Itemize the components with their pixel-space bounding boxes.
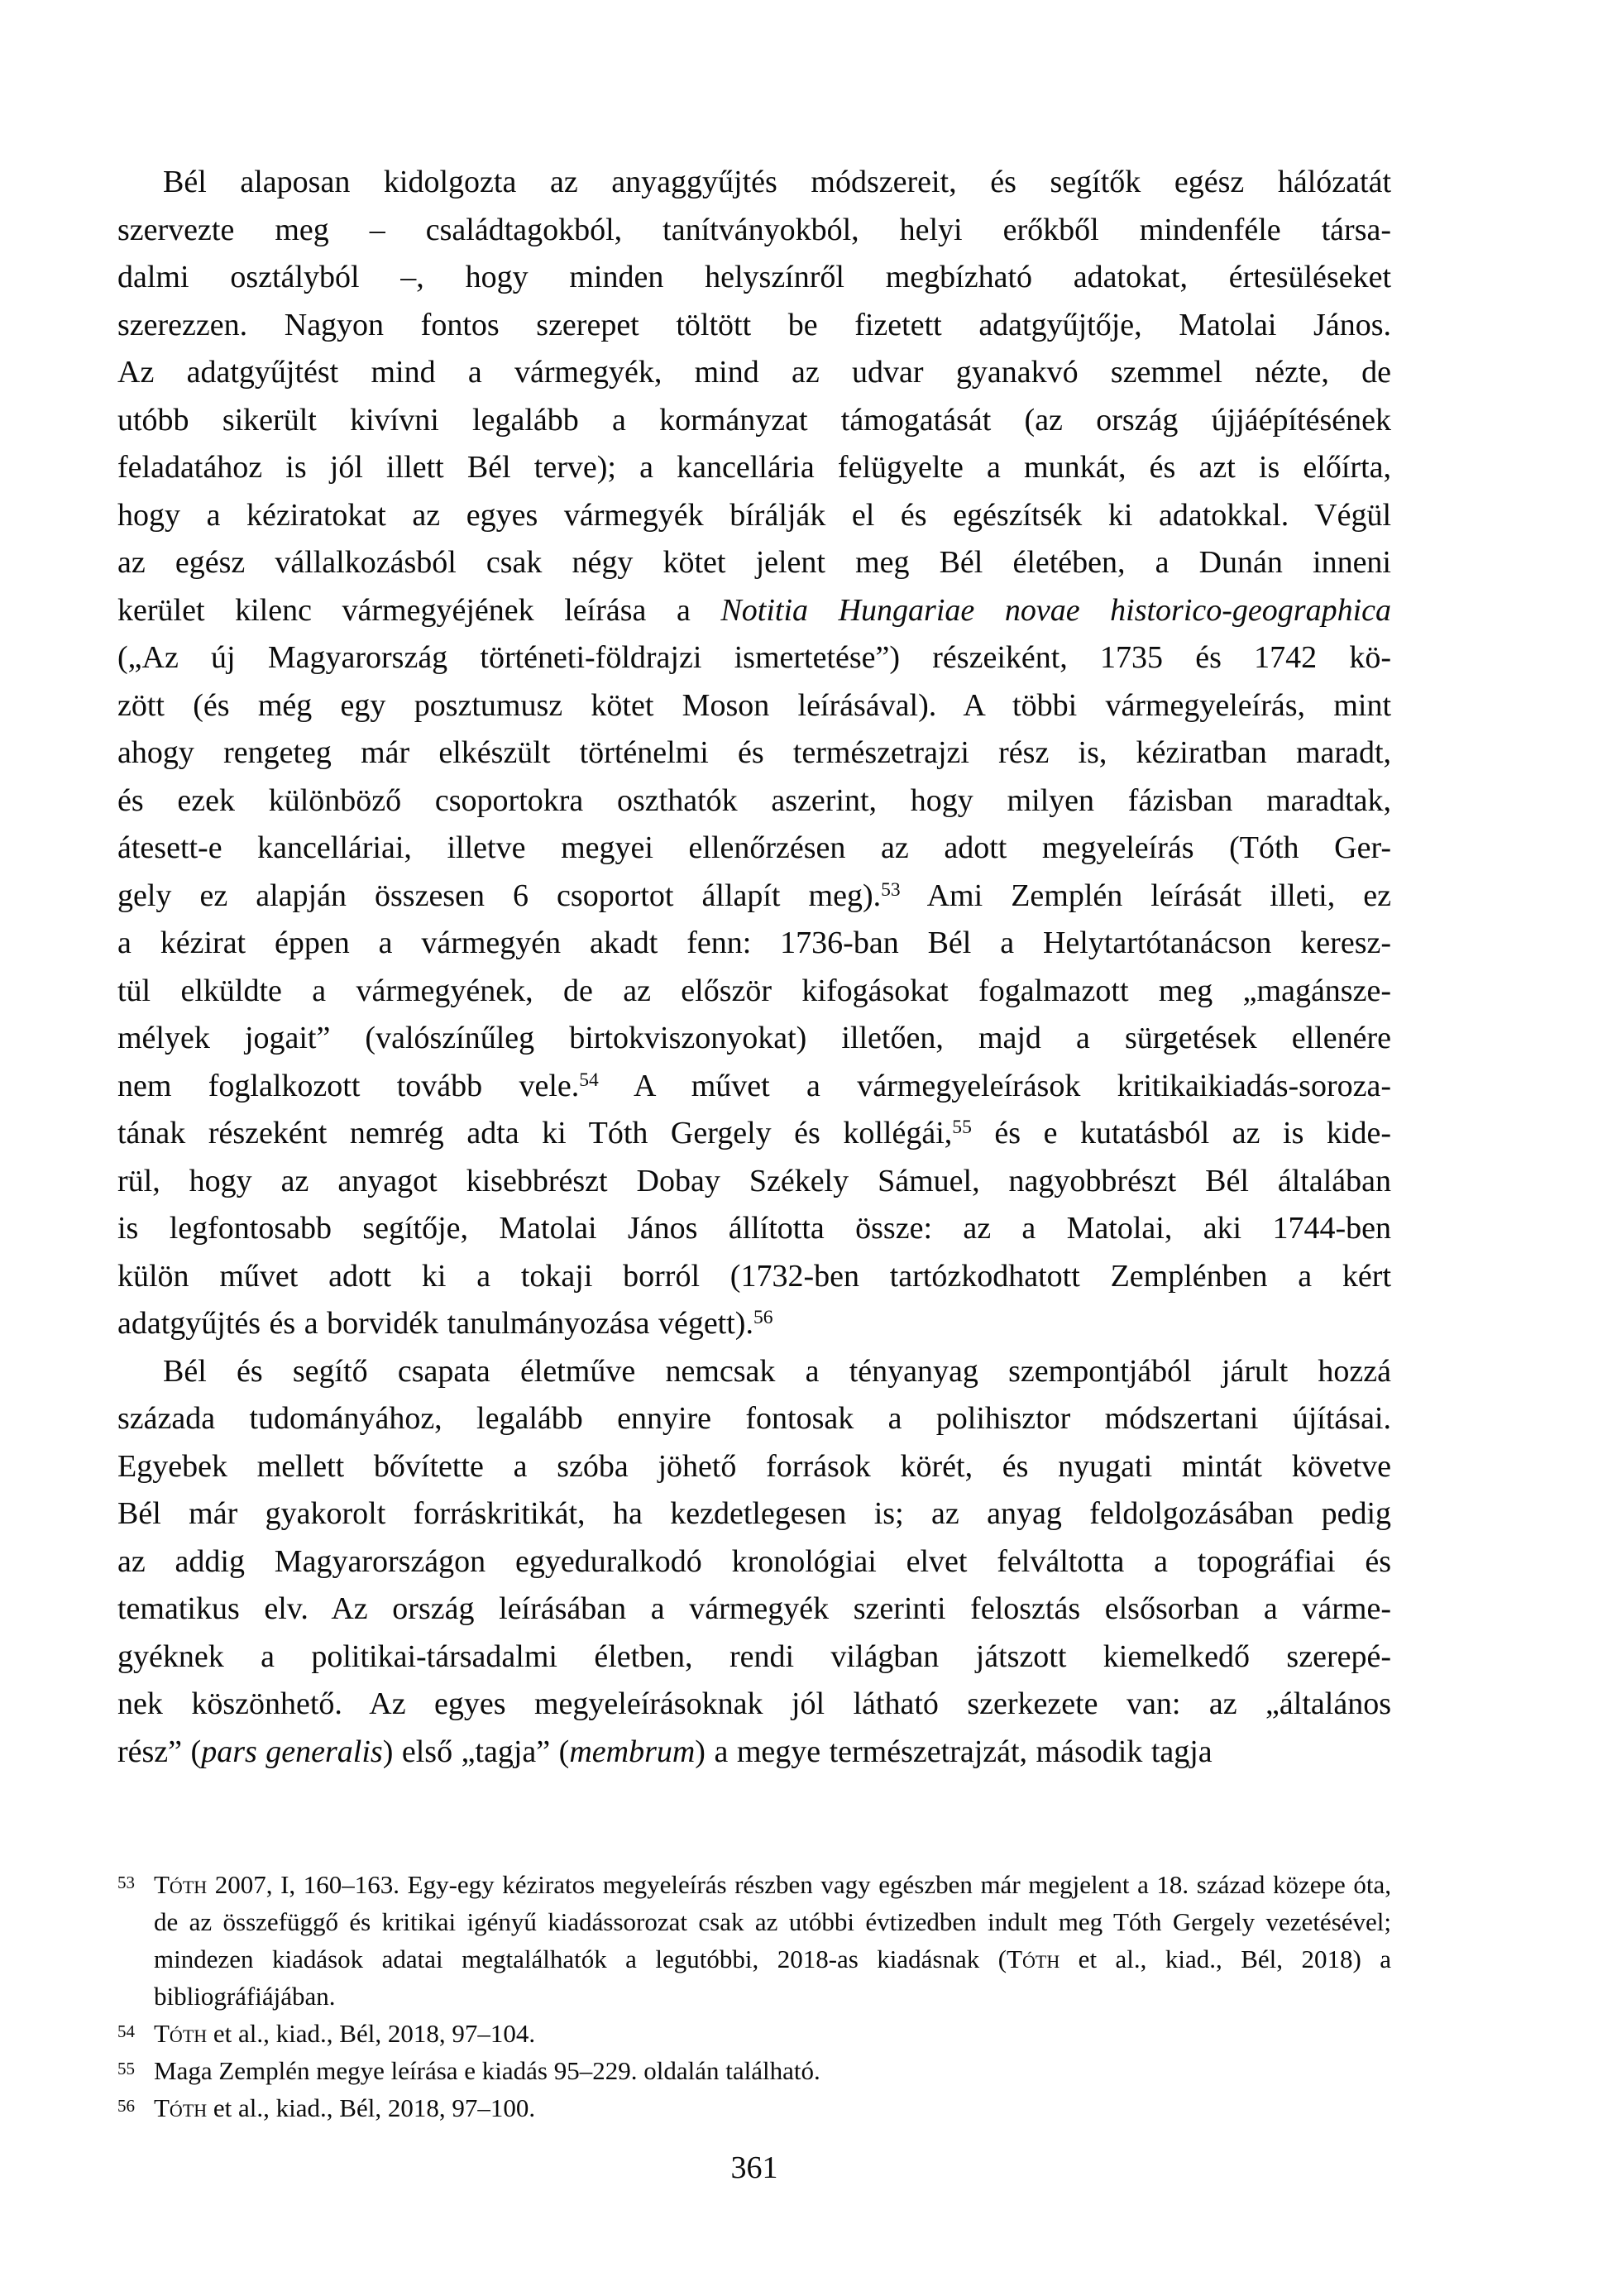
text-segment: is legfontosabb segítője, Matolai János állította össze: az a Matolai, aki 1744-ben [117, 1211, 1391, 1246]
text-segment: Bél alaposan kidolgozta az anyaggyűjtés módszereit, és segítők egész hálózatát [163, 165, 1391, 199]
body-line [117, 1205, 1391, 1253]
text-segment: pars generalis [201, 1734, 383, 1769]
footnote-marker: 55 [117, 2059, 135, 2078]
text-segment: százada tudományához, legalább ennyire fontosak a polihisztor módszertani újításai. [117, 1401, 1391, 1436]
footnote-reference: 53 [881, 878, 901, 901]
footnote-text [154, 2093, 535, 2122]
body-line [117, 825, 1391, 873]
footnote-54 [117, 2015, 1391, 2052]
body-text [117, 159, 1391, 1776]
text-segment: Bél és segítő csapata életműve nemcsak a tényanyag szempontjából járult hozzá [163, 1353, 1391, 1389]
text-segment: Ami Zemplén leírását illeti, ez [900, 878, 1391, 913]
body-line [117, 920, 1391, 968]
text-segment: adatgyűjtés és a borvidék tanulmányozása végett). [117, 1306, 753, 1341]
footnote-reference: 55 [952, 1117, 972, 1139]
text-segment: Tóth [1007, 1944, 1060, 1973]
text-segment: rül, hogy az anyagot kisebbrészt Dobay Székely Sámuel, nagyobbrészt Bél általában [117, 1163, 1391, 1198]
text-segment: tának részeként nemrég adta ki Tóth Gergely és kollégái, [117, 1116, 953, 1150]
body-line [117, 777, 1391, 825]
body-line [117, 302, 1391, 350]
text-segment: gyéknek a politikai-társadalmi életben, rendi világban játszott kiemelkedő szerepé- [117, 1638, 1391, 1674]
body-line [117, 397, 1391, 445]
body-line [117, 1681, 1391, 1729]
text-segment: ) első „tagja” ( [382, 1734, 570, 1769]
body-line [117, 1395, 1391, 1443]
body-line [117, 1729, 1391, 1777]
text-segment: rész” ( [117, 1734, 202, 1769]
text-segment: tül elküldte a vármegyének, de az először kifogásokat fogalmazott meg „magánsze- [117, 973, 1391, 1008]
body-line [117, 254, 1391, 302]
body-line [117, 492, 1391, 540]
text-segment: dalmi osztályból –, hogy minden helyszínről megbízható adatokat, értesüléseket [117, 260, 1391, 294]
footnote-text [154, 2019, 535, 2048]
text-segment: 2007, I, 160–163. Egy-egy kéziratos megyeleírás részben vagy egészben már megjelent a 18. század közepe óta, de az összefüggő és kritikai igényű kiadássorozat csak az utóbbi évtizedben indult meg Tóth Gergely vezetésével; mindezen kiadások adatai megtalálhatók a legutóbbi, 2018-as kiadásnak ( [154, 1870, 1391, 1973]
text-segment: zött (és még egy posztumusz kötet Moson leírásával). A többi vármegyeleírás, mint [117, 687, 1391, 723]
footnotes [117, 1866, 1391, 2126]
text-segment: Tóth [154, 1870, 208, 1899]
body-line [117, 1490, 1391, 1538]
body-line [117, 1538, 1391, 1586]
text-segment: gely ez alapján összesen 6 csoportot állapít meg). [117, 878, 882, 913]
body-line [117, 968, 1391, 1016]
text-segment: membrum [569, 1734, 696, 1769]
text-segment: a kézirat éppen a vármegyén akadt fenn: 1736-ban Bél a Helytartótanácson keresz- [117, 926, 1391, 960]
footnote-marker: 53 [117, 1873, 135, 1892]
footnote-53 [117, 1866, 1391, 2015]
body-line [117, 1443, 1391, 1491]
text-segment: az egész vállalkozásból csak négy kötet jelent meg Bél életében, a Dunán inneni [117, 545, 1391, 580]
text-segment: A művet a vármegyeleírások kritikaikiadás-soroza- [598, 1068, 1391, 1103]
body-line [117, 587, 1391, 635]
body-line [117, 1634, 1391, 1681]
text-segment: és ezek különböző csoportokra oszthatók aszerint, hogy milyen fázisban maradtak, [117, 782, 1391, 818]
text-segment: az addig Magyarországon egyeduralkodó kronológiai elvet felváltotta a topográfiai és [117, 1543, 1391, 1579]
text-segment: átesett-e kancelláriai, illetve megyei ellenőrzésen az adott megyeleírás (Tóth Ger- [117, 830, 1391, 865]
text-segment: és e kutatásból az is kide- [971, 1116, 1392, 1150]
footnote-text [154, 2056, 820, 2085]
text-segment: Tóth [154, 2019, 208, 2048]
footnote-text [154, 1870, 1391, 2011]
text-segment: külön művet adott ki a tokaji borról (1732-ben tartózkodhatott Zemplénben a kért [117, 1258, 1391, 1294]
text-segment: et al., kiad., Bél, 2018, 97–100. [207, 2093, 536, 2122]
text-segment: nek köszönhető. Az egyes megyeleírásoknak jól látható szerkezete van: az „általános [117, 1686, 1391, 1721]
body-line [117, 159, 1391, 207]
footnote-marker: 54 [117, 2021, 135, 2041]
text-segment: szervezte meg – családtagokból, tanítványokból, helyi erőkből mindenféle társa- [117, 212, 1391, 247]
text-segment: („Az új Magyarország történeti-földrajzi ismertetése”) részeiként, 1735 és 1742 kö- [117, 640, 1391, 675]
text-segment: Az adatgyűjtést mind a vármegyék, mind az udvar gyanakvó szemmel nézte, de [117, 355, 1391, 390]
body-line [117, 1015, 1391, 1063]
footnote-56 [117, 2089, 1391, 2126]
body-line [117, 1063, 1391, 1111]
body-line [117, 682, 1391, 730]
body-line [117, 207, 1391, 255]
body-line [117, 539, 1391, 587]
text-segment: Tóth [154, 2093, 208, 2122]
footnote-reference: 56 [753, 1307, 773, 1329]
text-segment: et al., kiad., Bél, 2018, 97–104. [207, 2019, 536, 2048]
body-line [117, 1300, 1391, 1348]
text-segment: hogy a kéziratokat az egyes vármegyék bírálják el és egészítsék ki adatokkal. Végül [117, 497, 1391, 533]
footnote-reference: 54 [579, 1069, 599, 1091]
text-segment: utóbb sikerült kivívni legalább a kormányzat támogatását (az ország újjáépítésének [117, 402, 1391, 438]
text-segment: et al., kiad., Bél, 2018) a bibliográfiájában. [154, 1944, 1392, 2011]
text-segment: nem foglalkozott tovább vele. [117, 1068, 580, 1103]
page-number: 361 [730, 2150, 778, 2185]
body-line [117, 729, 1391, 777]
text-segment: Egyebek mellett bővítette a szóba jöhető források körét, és nyugati mintát követve [117, 1448, 1391, 1484]
text-segment: Maga Zemplén megye leírása e kiadás 95–229. oldalán található. [154, 2056, 820, 2085]
text-segment: szerezzen. Nagyon fontos szerepet töltött be fizetett adatgyűjtője, Matolai János. [117, 307, 1391, 342]
footnote-marker: 56 [117, 2096, 135, 2116]
text-segment: ahogy rengeteg már elkészült történelmi és természetrajzi rész is, kéziratban maradt, [117, 735, 1391, 770]
text-segment: Notitia Hungariae novae historico-geographica [720, 592, 1391, 628]
text-segment: mélyek jogait” (valószínűleg birtokviszonyokat) illetően, majd a sürgetések ellenére [117, 1021, 1391, 1055]
footnote-55 [117, 2052, 1391, 2089]
text-segment: kerület kilenc vármegyéjének leírása a [117, 592, 721, 628]
body-line [117, 349, 1391, 397]
body-line [117, 1158, 1391, 1206]
body-line [117, 1253, 1391, 1301]
body-line [117, 634, 1391, 682]
body-line [117, 1348, 1391, 1396]
body-line [117, 873, 1391, 921]
text-segment: tematikus elv. Az ország leírásában a vármegyék szerinti felosztás elsősorban a várme- [117, 1591, 1391, 1626]
text-segment: ) a megye természetrajzát, második tagja [695, 1734, 1213, 1769]
body-line [117, 444, 1391, 492]
text-segment: feladatához is jól illett Bél terve); a kancellária felügyelte a munkát, és azt is előírta, [117, 450, 1391, 485]
body-line [117, 1586, 1391, 1634]
text-segment: Bél már gyakorolt forráskritikát, ha kezdetlegesen is; az anyag feldolgozásában pedig [117, 1496, 1391, 1531]
body-line [117, 1110, 1391, 1158]
